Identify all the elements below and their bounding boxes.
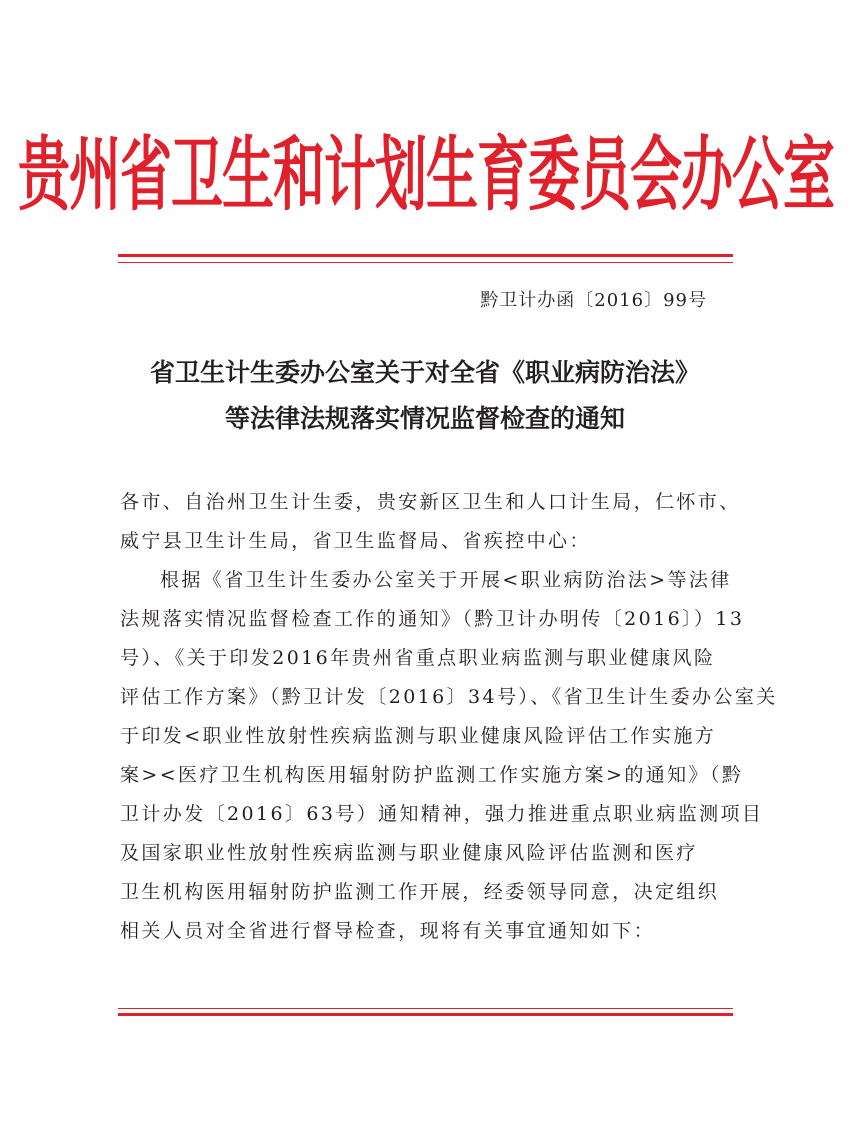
header-divider bbox=[118, 254, 733, 263]
body-line: 卫计办发〔2016〕63号）通知精神，强力推进重点职业病监测项目 bbox=[120, 803, 764, 825]
footer-divider-thick bbox=[118, 1013, 733, 1016]
body-line: 及国家职业性放射性疾病监测与职业健康风险评估监测和医疗 bbox=[120, 842, 698, 864]
body-line: 案><医疗卫生机构医用辐射防护监测工作实施方案>的通知》（黔 bbox=[120, 764, 744, 786]
footer-divider bbox=[118, 1008, 733, 1016]
body-line: 相关人员对全省进行督导检查，现将有关事宜通知如下： bbox=[120, 920, 656, 942]
recipients-line: 各市、自治州卫生计生委，贵安新区卫生和人口计生局，仁怀市、 bbox=[120, 491, 741, 513]
body-line: 于印发<职业性放射性疾病监测与职业健康风险评估工作实施方 bbox=[120, 725, 717, 747]
header-divider-thick bbox=[118, 254, 733, 257]
body-line: 评估工作方案》（黔卫计发〔2016〕34号）、《省卫生计生委办公室关 bbox=[120, 686, 778, 708]
body-line: 号）、《关于印发2016年贵州省重点职业病监测与职业健康风险 bbox=[120, 647, 716, 669]
body-line: 根据《省卫生计生委办公室关于开展<职业病防治法>等法律 bbox=[160, 569, 732, 591]
document-body bbox=[120, 483, 778, 951]
body-line: 法规落实情况监督检查工作的通知》（黔卫计办明传〔2016〕）13 bbox=[120, 608, 745, 630]
footer-divider-thin bbox=[118, 1008, 733, 1009]
document-number: 黔卫计办函〔2016〕99号 bbox=[480, 290, 707, 311]
title-line: 等法律法规落实情况监督检查的通知 bbox=[224, 404, 625, 433]
issuer-masthead: 贵州省卫生和计划生育委员会办公室 bbox=[18, 129, 835, 223]
document-title bbox=[110, 350, 740, 442]
header-divider-thin bbox=[118, 262, 733, 263]
title-line: 省卫生计生委办公室关于对全省《职业病防治法》 bbox=[149, 358, 700, 387]
recipients-line: 威宁县卫生计生局，省卫生监督局、省疾控中心： bbox=[120, 530, 591, 552]
body-line: 卫生机构医用辐射防护监测工作开展，经委领导同意，决定组织 bbox=[120, 881, 720, 903]
